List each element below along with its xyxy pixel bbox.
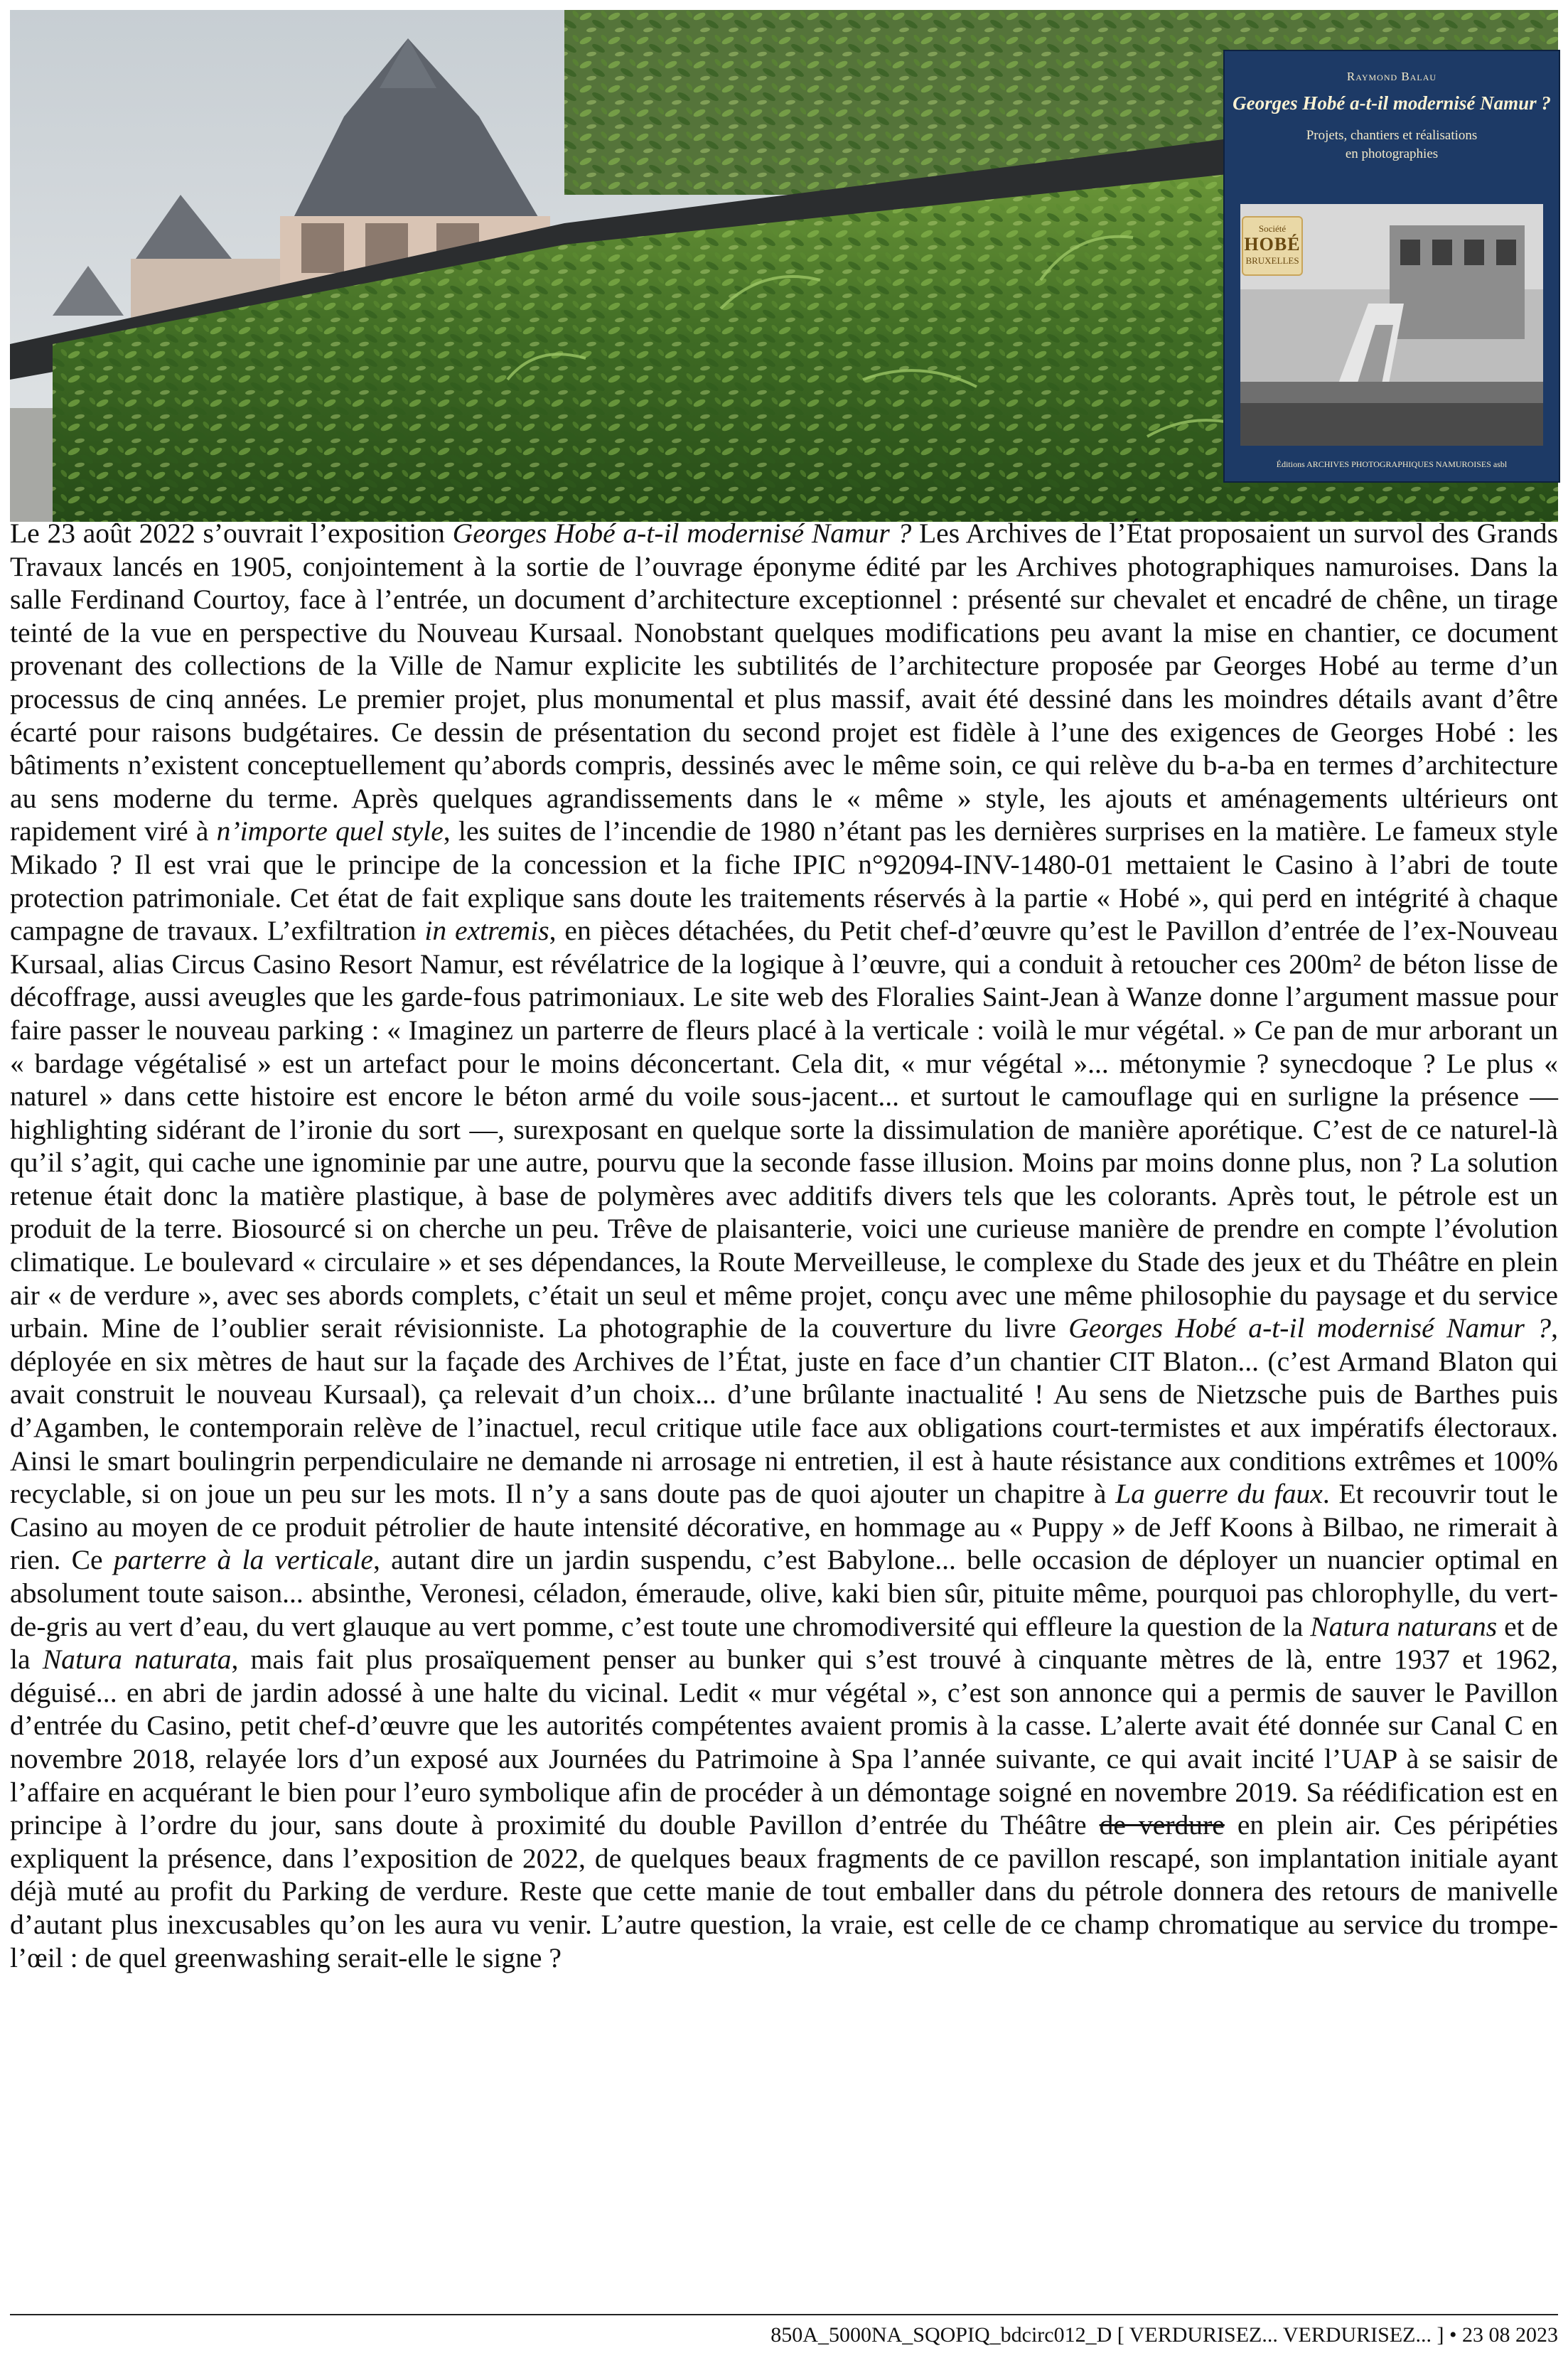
- book-cover: [1225, 51, 1559, 481]
- book-author: Raymond Balau: [1346, 70, 1437, 83]
- italic-phrase: Natura naturans: [1310, 1610, 1498, 1642]
- book-title-italic: Georges Hobé a-t-il modernisé Namur ?: [1068, 1312, 1552, 1344]
- article-paragraph: Le 23 août 2022 s’ouvrait l’exposition Georges Hobé a-t-il modernisé Namur ? Les Archives de l’État proposaient un survol des Grands Travaux lancés en 1905, conjointement à la sortie de l’ouvrage éponyme édité par les Archives photographiques namuroises. Dans la salle Ferdinand Courtoy, face à l’entrée, un document d’architecture exceptionnel : présenté sur chevalet et encadré de chêne, un tirage teinté de la vue en perspective du Nouveau Kursaal. Nonobstant quelques modifications peu avant la mise en chantier, ce document provenant des collections de la Ville de Namur explicite les subtilités de l’architecture proposée par Georges Hobé au terme d’un processus de cinq années. Le premier projet, plus monumental et plus massif, avait été dessiné dans les moindres détails avant d’être écarté pour raisons budgétaires. Ce dessin de présentation du second projet est fidèle à l’une des exigences de Georges Hobé : les bâtiments n’existent conceptuellement qu’abords compris, dessinés avec le même soin, ce qui relève du b-a-ba en termes d’architecture au sens moderne du terme. Après quelques agrandissements dans le « même » style, les ajouts et aménagements ultérieurs ont rapidement viré à n’importe quel style, les suites de l’incendie de 1980 n’étant pas les dernières surprises en la matière. Le fameux style Mikado ? Il est vrai que le principe de la concession et la fiche IPIC n°92094-INV-1480-01 mettaient le Casino à l’abri de toute protection patrimoniale. Cet état de fait explique sans doute les traitements réservés à la partie « Hobé », qui perd en intégrité à chaque campagne de travaux. L’exfiltration in extremis, en pièces détachées, du Petit chef-d’œuvre qu’est le Pavillon d’entrée de l’ex-Nouveau Kursaal, alias Circus Casino Resort Namur, est révélatrice de la logique à l’œuvre, qui a conduit à retoucher ces 200m² de béton lisse de décoffrage, aussi aveugles que les garde-fous patrimoniaux. Le site web des Floralies Saint-Jean à Wanze donne l’argument massue pour faire passer le nouveau parking : « Imaginez un parterre de fleurs placé à la verticale : voilà le mur végétal. » Ce pan de mur arborant un « bardage végétalisé » est un artefact pour le moins déconcertant. Cela dit, « mur végétal »... métonymie ? synecdoque ? Le plus « naturel » dans cette histoire est encore le béton armé du voile sous-jacent... et surtout le camouflage qui en surligne la présence — highlighting sidérant de l’ironie du sort —, surexposant en quelque sorte la dissimulation de manière aporétique. C’est de ce naturel-là qu’il s’agit, qui cache une ignominie par une autre, pourvu que la seconde fasse illusion. Moins par moins donne plus, non ? La solution retenue était donc la matière plastique, à base de polymères avec additifs divers tels que les colorants. Après tout, le pétrole est un produit de la terre. Biosourcé si on cherche un peu. Trêve de plaisanterie, voici une curieuse manière de prendre en compte l’évolution climatique. Le boulevard « circulaire » et ses dépendances, la Route Merveilleuse, le complexe du Stade des jeux et du Théâtre en plein air « de verdure », avec ses abords complets, c’était un seul et même projet, conçu avec une même philosophie du paysage et du service urbain. Mine de l’oublier serait révisionniste. La photographie de la couverture du livre Georges Hobé a-t-il modernisé Namur ?, déployée en six mètres de haut sur la façade des Archives de l’État, juste en face d’un chantier CIT Blaton... (c’est Armand Blaton qui avait construit le nouveau Kursaal), ça relevait d’un choix... d’une brûlante inactualité ! Au sens de Nietzsche puis de Barthes puis d’Agamben, le contemporain relève de l’inactuel, recul critique utile face aux obligations court-termistes et aux impératifs électoraux. Ainsi le smart boulingrin perpendiculaire ne demande ni arrosage ni entretien, il est à haute résistance aux conditions extrêmes et 100% recyclable, si on joue un peu sur les mots. Il n’y a sans doute pas de quoi ajouter un chapitre à La guerre du faux. Et recouvrir tout le Casino au moyen de ce produit pétrolier de haute intensité décorative, en hommage au « Puppy » de Jeff Koons à Bilbao, ne rimerait à rien. Ce parterre à la verticale, autant dire un jardin suspendu, c’est Babylone... belle occasion de déployer un nuancier optimal en absolument toute saison... absinthe, Veronesi, céladon, émeraude, olive, kaki bien sûr, pituite même, pourquoi pas chlorophylle, du vert-de-gris au vert d’eau, du vert glauque au vert pomme, c’est toute une chromodiversité qui effleure la question de la Natura naturans et de la Natura naturata, mais fait plus prosaïquement penser au bunker qui s’est trouvé à cinquante mètres de là, entre 1937 et 1962, déguisé... en abri de jardin adossé à une halte du vicinal. Ledit « mur végétal », c’est son annonce qui a permis de sauver le Pavillon d’entrée du Casino, petit chef-d’œuvre que les autorités compétentes avaient promis à la casse. L’alerte avait été donnée sur Canal C en novembre 2018, relayée lors d’un exposé aux Journées du Patrimoine à Spa l’année suivante, ce qui avait incité l’UAP à se saisir de l’affaire en acquérant le bien pour l’euro symbolique afin de procéder à un démontage soigné en novembre 2019. Sa réédification est en principe à l’ordre du jour, sans doute à proximité du double Pavillon d’entrée du Théâtre de verdure en plein air. Ces péripéties expliquent la présence, dans l’exposition de 2022, de quelques beaux fragments de ce pavillon rescapé, son implantation initiale ayant déjà muté au profit du Parking de verdure. Reste que cette manie de tout emballer dans du pétrole donnera des retours de manivelle d’autant plus inexcusables qu’on les aura vu venir. L’autre question, la vraie, est celle de ce champ chromatique au service du trompe-l’œil : de quel greenwashing serait-elle le signe ?: [10, 518, 1558, 1973]
- article-body: [10, 517, 1558, 1974]
- book-title-italic: La guerre du faux: [1115, 1478, 1323, 1510]
- footer-reference: 850A_5000NA_SQOPIQ_bdcirc012_D [ VERDURISEZ... VERDURISEZ... ] • 23 08 2023: [770, 2323, 1558, 2347]
- italic-phrase: in extremis: [424, 915, 549, 947]
- hobe-logo: Société HOBÉ BRUXELLES: [1242, 216, 1303, 276]
- book-subtitle: Projets, chantiers et réalisations en photographies: [1306, 128, 1478, 161]
- book-title-italic: Georges Hobé a-t-il modernisé Namur ?: [452, 518, 912, 549]
- italic-phrase: n’importe quel style: [216, 815, 444, 847]
- book-title: Georges Hobé a-t-il modernisé Namur ?: [1233, 92, 1551, 114]
- struck-text: de verdure: [1099, 1809, 1225, 1841]
- book-publisher: Éditions ARCHIVES PHOTOGRAPHIQUES NAMUROISES asbl: [1276, 459, 1508, 469]
- italic-phrase: parterre à la verticale: [113, 1544, 373, 1576]
- italic-phrase: Natura naturata: [42, 1644, 232, 1676]
- footer-rule: [10, 2314, 1558, 2315]
